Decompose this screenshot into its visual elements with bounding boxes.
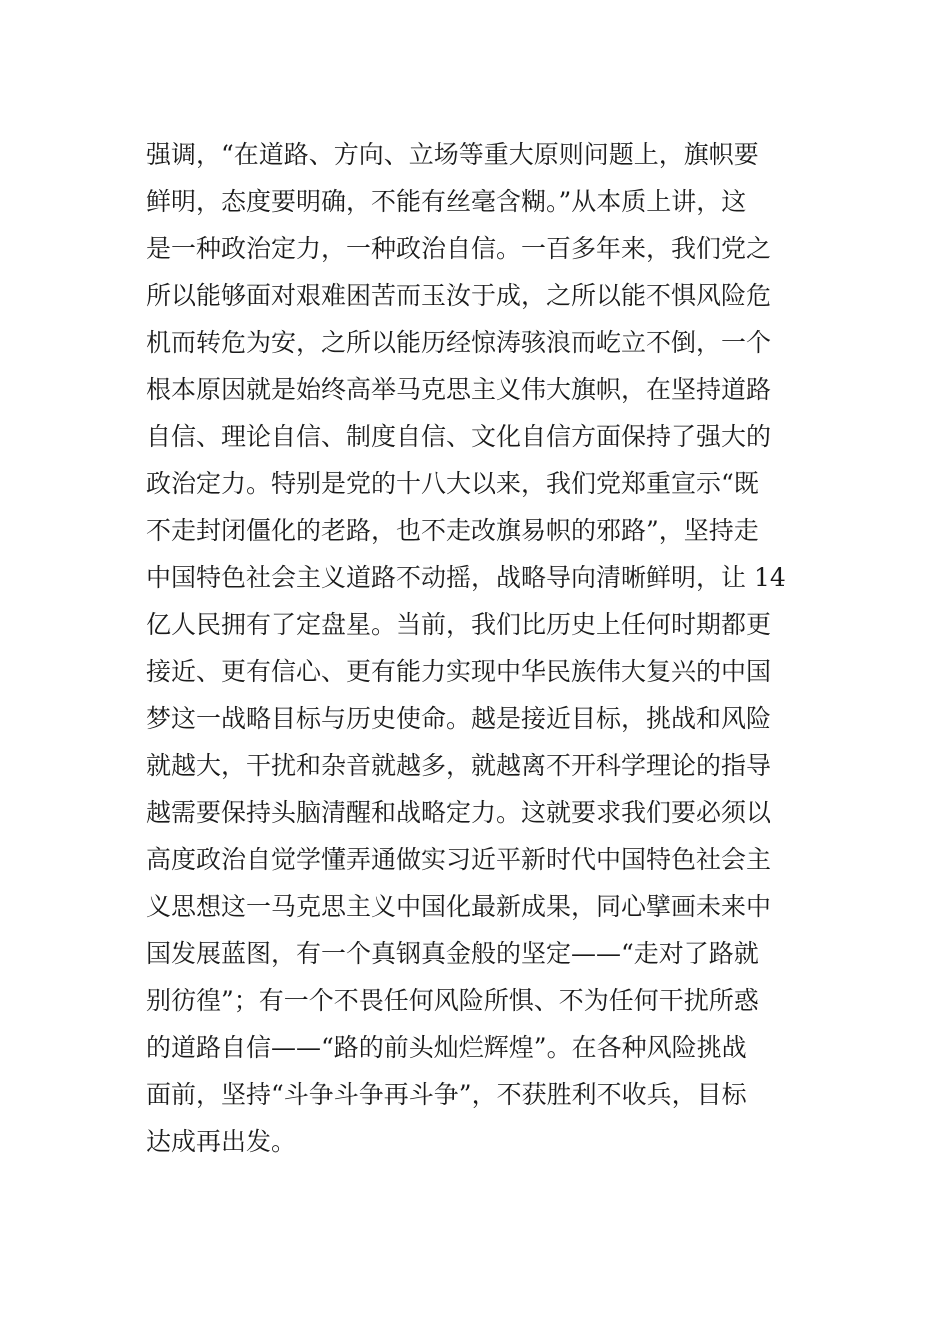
text-line: 国发展蓝图，有一个真钢真金般的坚定——“走对了路就 — [146, 939, 759, 968]
text-line: 不走封闭僵化的老路，也不走改旗易帜的邪路”，坚持走 — [146, 516, 759, 545]
text-line: 机而转危为安，之所以能历经惊涛骇浪而屹立不倒，一个 — [146, 328, 772, 357]
text-line: 接近、更有信心、更有能力实现中华民族伟大复兴的中国 — [146, 657, 772, 686]
text-line: 强调，“在道路、方向、立场等重大原则问题上，旗帜要 — [146, 140, 759, 169]
text-line: 就越大，干扰和杂音就越多，就越离不开科学理论的指导 — [146, 751, 772, 780]
text-line: 政治定力。特别是党的十八大以来，我们党郑重宣示“既 — [146, 469, 759, 498]
text-line: 义思想这一马克思主义中国化最新成果，同心擘画未来中 — [146, 892, 772, 921]
text-line: 面前，坚持“斗争斗争再斗争”，不获胜利不收兵，目标 — [146, 1080, 747, 1109]
text-line: 所以能够面对艰难困苦而玉汝于成，之所以能不惧风险危 — [146, 281, 772, 310]
text-line: 越需要保持头脑清醒和战略定力。这就要求我们要必须以 — [146, 798, 772, 827]
text-line: 达成再出发。 — [146, 1127, 297, 1156]
text-line: 别彷徨”；有一个不畏任何风险所惧、不为任何干扰所惑 — [146, 986, 759, 1015]
text-line: 高度政治自觉学懂弄通做实习近平新时代中国特色社会主 — [146, 845, 772, 874]
text-line: 是一种政治定力，一种政治自信。一百多年来，我们党之 — [146, 234, 772, 263]
text-line: 中国特色社会主义道路不动摇，战略导向清晰鲜明，让 14 — [146, 563, 786, 592]
text-line: 自信、理论自信、制度自信、文化自信方面保持了强大的 — [146, 422, 772, 451]
text-line: 梦这一战略目标与历史使命。越是接近目标，挑战和风险 — [146, 704, 772, 733]
body-paragraph — [146, 131, 811, 1165]
text-line: 的道路自信——“路的前头灿烂辉煌”。在各种风险挑战 — [146, 1033, 747, 1062]
text-line: 亿人民拥有了定盘星。当前，我们比历史上任何时期都更 — [146, 610, 772, 639]
text-line: 根本原因就是始终高举马克思主义伟大旗帜，在坚持道路 — [146, 375, 772, 404]
text-line: 鲜明，态度要明确，不能有丝毫含糊。”从本质上讲，这 — [146, 187, 747, 216]
